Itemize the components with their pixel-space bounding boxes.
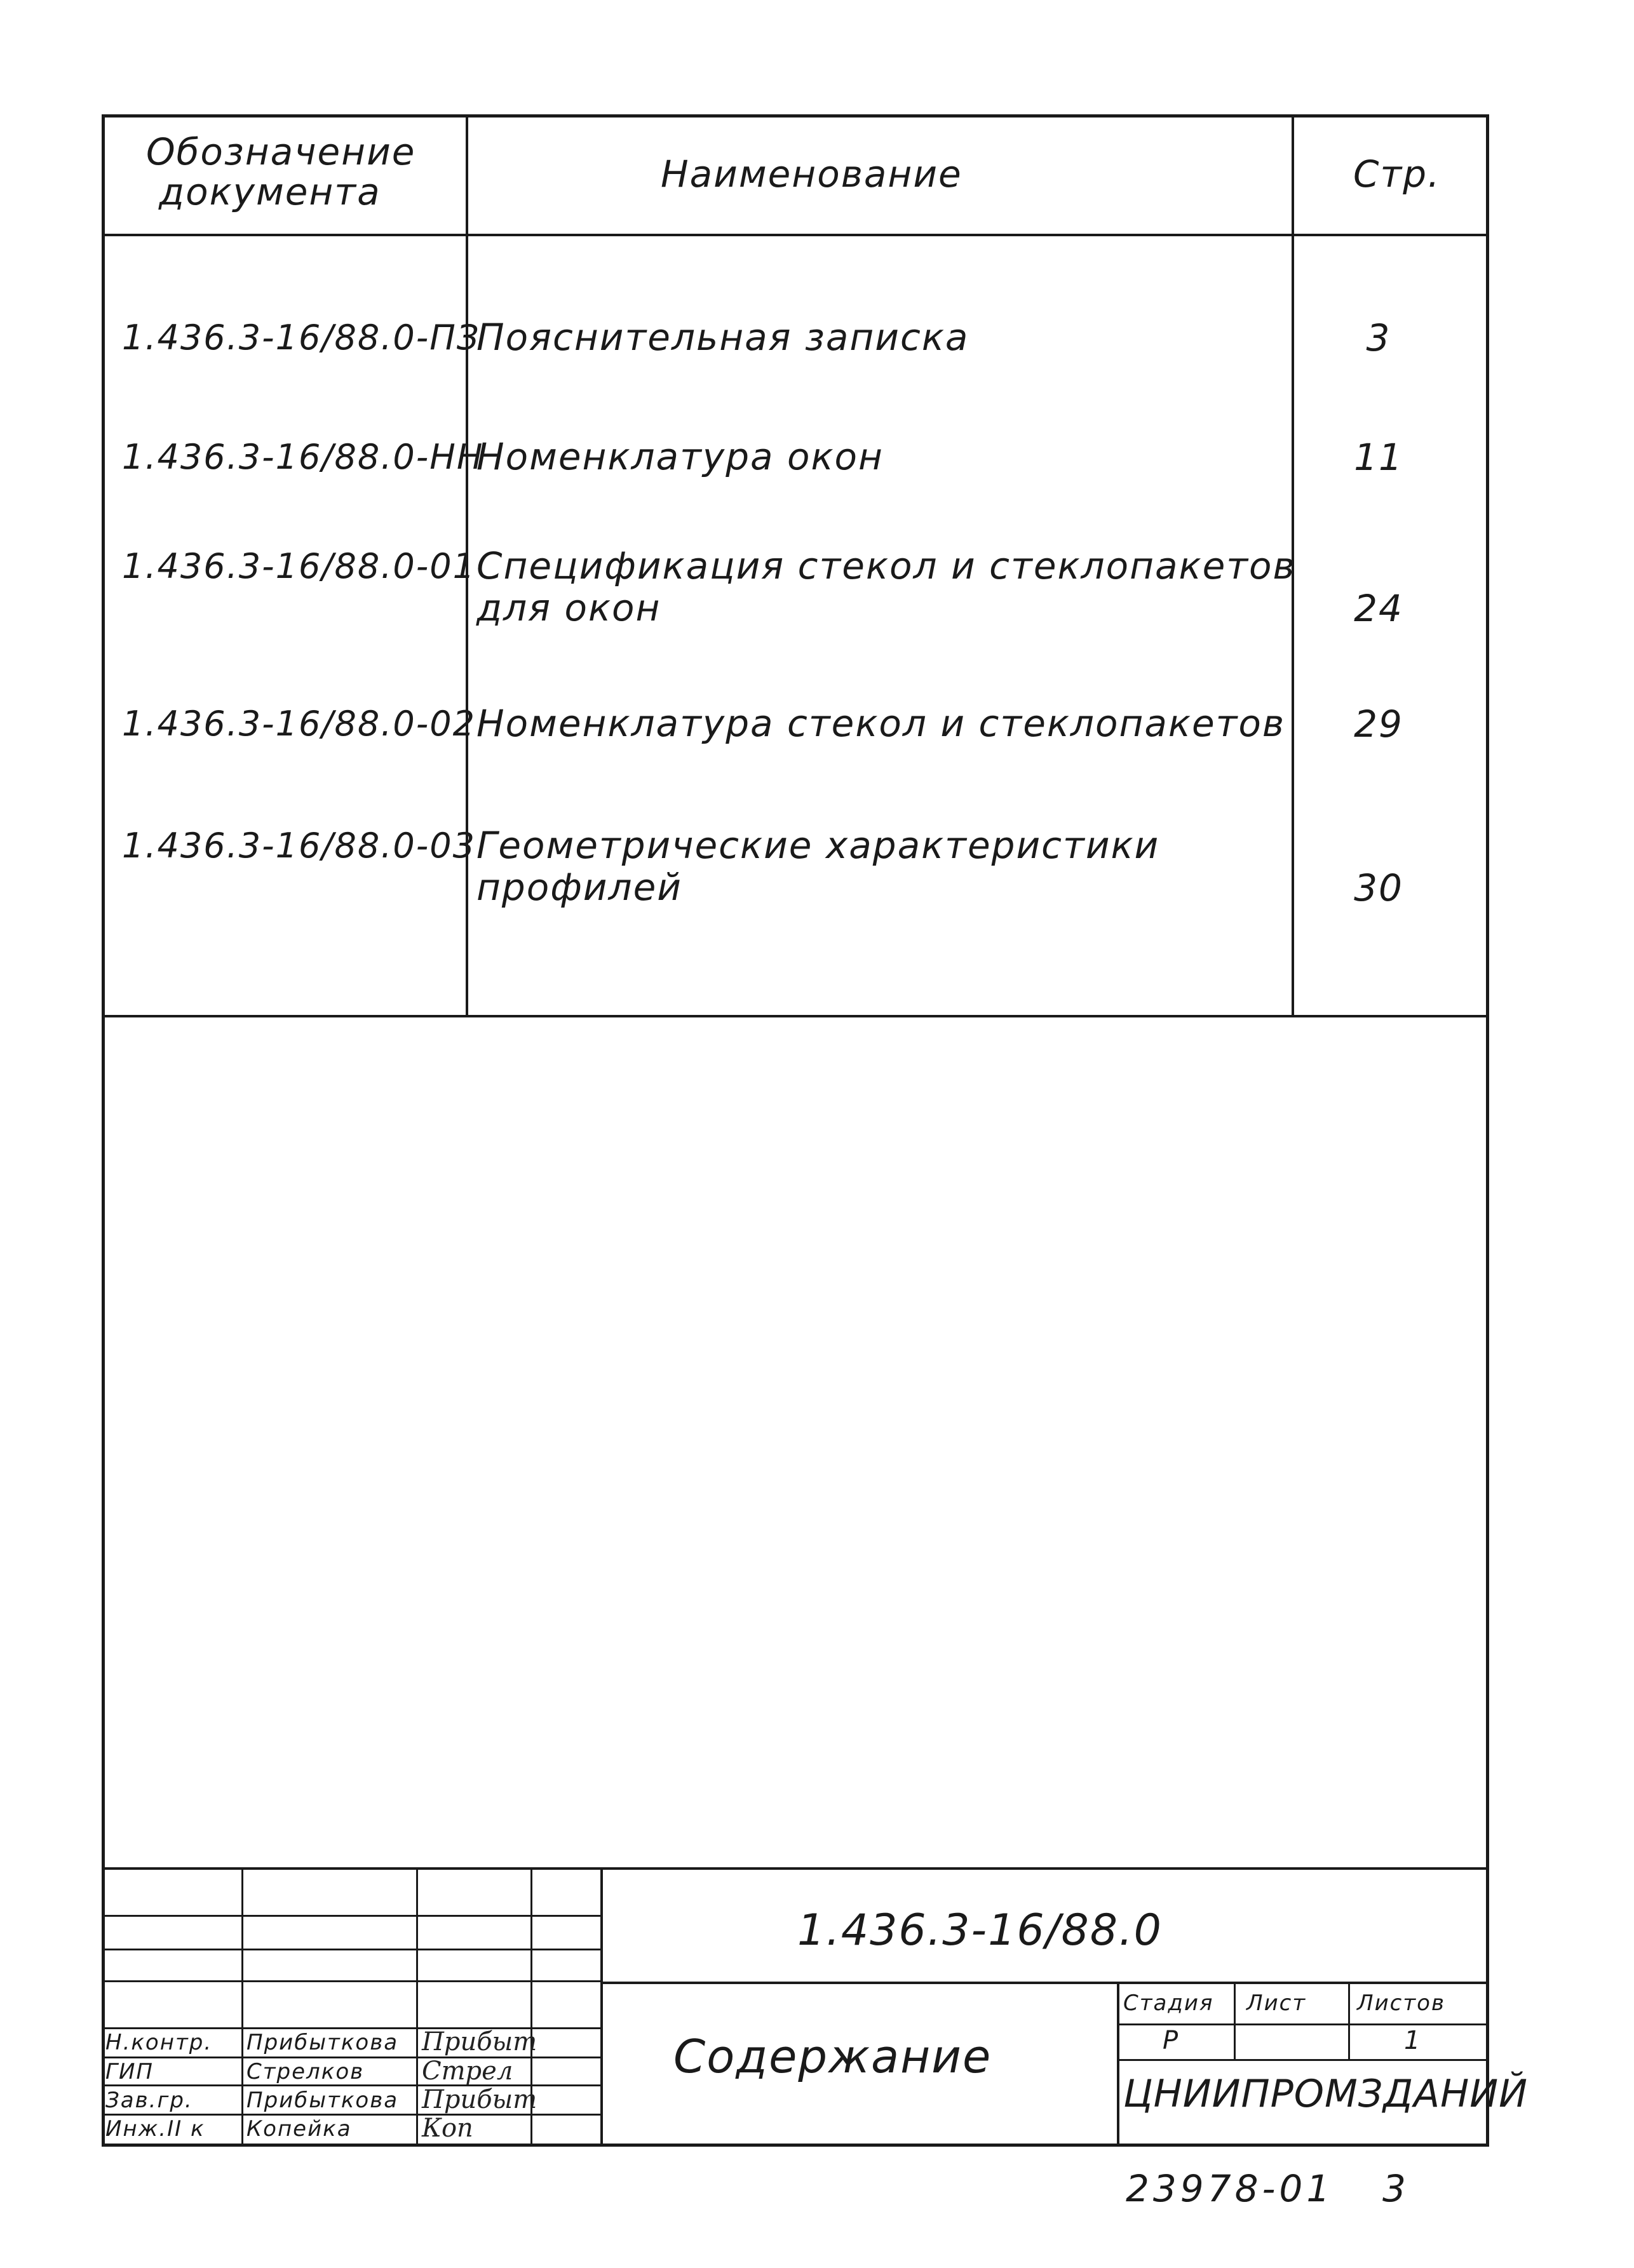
row-page: 30	[1354, 866, 1403, 909]
sheet-label: Лист	[1246, 1990, 1307, 2016]
row-name-continuation: профилей	[476, 866, 682, 909]
signature: Прибыт	[422, 2027, 537, 2057]
header-page: Стр.	[1353, 152, 1441, 196]
row-name: Спецификация стекол и стеклопакетов	[476, 544, 1296, 587]
doc-code: 1.436.3-16/88.0	[797, 1905, 1163, 1956]
person-name: Прибыткова	[246, 2088, 399, 2113]
row-name-continuation: для окон	[476, 586, 661, 629]
signature: Коп	[422, 2114, 473, 2143]
doc-title: Содержание	[673, 2030, 992, 2083]
row-code: 1.436.3-16/88.0-НН	[122, 437, 484, 477]
archive-number: 23978-01	[1126, 2167, 1334, 2210]
header-designation-line2: документа	[159, 170, 381, 213]
organization: ЦНИИПРОМЗДАНИЙ	[1123, 2072, 1529, 2116]
row-page: 11	[1354, 436, 1403, 479]
role-label: Зав.гр.	[105, 2088, 193, 2113]
row-name: Геометрические характеристики	[476, 824, 1160, 867]
role-label: Н.контр.	[105, 2030, 213, 2055]
signature: Прибыт	[422, 2085, 537, 2114]
role-label: ГИП	[105, 2059, 154, 2084]
person-name: Копейка	[246, 2116, 352, 2142]
page-number: 3	[1382, 2167, 1407, 2210]
person-name: Прибыткова	[246, 2030, 399, 2055]
row-page: 24	[1354, 587, 1403, 630]
stage-value: Р	[1163, 2026, 1180, 2055]
role-label: Инж.II к	[105, 2116, 205, 2142]
header-name: Наименование	[661, 152, 962, 196]
header-designation-line1: Обозначение	[146, 130, 416, 173]
row-name: Номенклатура окон	[476, 435, 884, 478]
row-code: 1.436.3-16/88.0-03	[122, 826, 476, 866]
row-code: 1.436.3-16/88.0-ПЗ	[122, 318, 480, 358]
sheets-value: 1	[1404, 2026, 1422, 2055]
row-page: 29	[1354, 702, 1403, 746]
signature: Стрел	[422, 2057, 513, 2086]
row-code: 1.436.3-16/88.0-01	[122, 546, 476, 586]
row-name: Пояснительная записка	[476, 316, 969, 359]
sheets-label: Листов	[1357, 1990, 1446, 2016]
row-name: Номенклатура стекол и стеклопакетов	[476, 702, 1286, 745]
person-name: Стрелков	[246, 2059, 365, 2084]
row-page: 3	[1366, 316, 1391, 359]
stage-label: Стадия	[1123, 1990, 1214, 2016]
row-code: 1.436.3-16/88.0-02	[122, 704, 476, 744]
